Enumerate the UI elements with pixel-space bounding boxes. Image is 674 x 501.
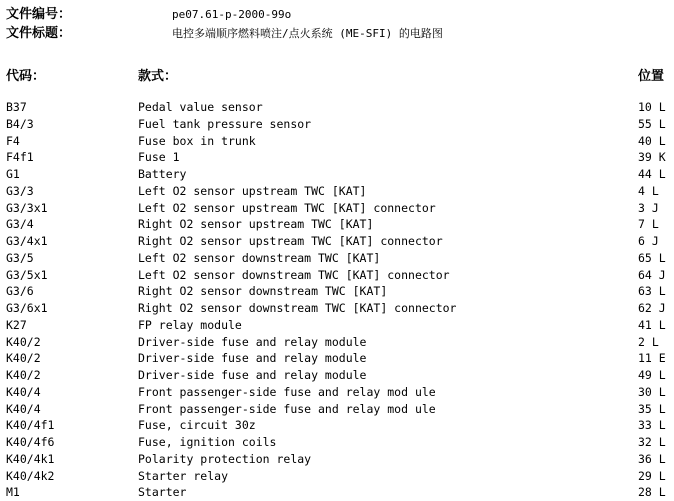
table-row [0, 233, 674, 250]
component-code: B37 [6, 100, 27, 114]
component-code: K40/4 [6, 384, 41, 399]
component-code: K40/2 [6, 351, 41, 366]
component-position: 4 L [638, 183, 659, 198]
component-position: 41 L [638, 317, 666, 332]
component-description: Fuse, ignition coils [138, 435, 277, 449]
table-row [0, 384, 674, 401]
table-row [0, 133, 674, 150]
component-position: 49 L [638, 368, 666, 382]
component-code: K40/2 [6, 368, 41, 382]
component-code: B4/3 [6, 116, 34, 131]
component-description: Pedal value sensor [138, 100, 263, 114]
component-description: Driver-side fuse and relay module [138, 351, 367, 366]
component-code: K40/4f6 [6, 435, 55, 449]
component-position: 65 L [638, 250, 666, 265]
component-position: 40 L [638, 133, 666, 148]
component-description: Right O2 sensor downstream TWC [KAT] [138, 284, 388, 299]
component-code: K40/4k1 [6, 451, 55, 466]
component-position: 64 J [638, 267, 666, 282]
component-position: 35 L [638, 401, 666, 416]
component-position: 30 L [638, 384, 666, 399]
component-position: 32 L [638, 435, 666, 449]
component-position: 2 L [638, 334, 659, 349]
table-row [0, 283, 674, 300]
component-code: G3/3x1 [6, 200, 48, 215]
component-description: Right O2 sensor upstream TWC [KAT] [138, 217, 374, 232]
component-description: Driver-side fuse and relay module [138, 368, 367, 382]
column-header-code: 代码： [6, 69, 46, 84]
component-code: G3/4x1 [6, 234, 48, 248]
component-code: F4 [6, 133, 20, 148]
component-code: G3/4 [6, 217, 34, 232]
component-code: M1 [6, 485, 20, 500]
doc-number-label: 文件编号： [6, 7, 72, 22]
component-code: K40/4f1 [6, 418, 55, 433]
table-row [0, 99, 674, 116]
table-row [0, 200, 674, 217]
component-code: K40/4 [6, 401, 41, 416]
component-code: G3/6 [6, 284, 34, 299]
component-description: Right O2 sensor upstream TWC [KAT] connector [138, 234, 443, 248]
component-description: Fuse box in trunk [138, 133, 256, 148]
component-position: 6 J [638, 234, 659, 248]
component-description: Polarity protection relay [138, 451, 312, 466]
table-row [0, 350, 674, 367]
component-position: 7 L [638, 217, 659, 232]
component-position: 39 K [638, 150, 666, 165]
component-description: Fuse, circuit 30z [138, 418, 256, 433]
component-code: K40/2 [6, 334, 41, 349]
component-description: Left O2 sensor downstream TWC [KAT] connector [138, 267, 450, 282]
table-row [0, 317, 674, 334]
component-code: K27 [6, 317, 27, 332]
table-row [0, 267, 674, 284]
component-description: Left O2 sensor downstream TWC [KAT] [138, 250, 381, 265]
table-row [0, 367, 674, 384]
component-code: G3/3 [6, 183, 34, 198]
component-description: Battery [138, 167, 187, 181]
component-code: K40/4k2 [6, 468, 55, 483]
column-header-position: 位置 [638, 69, 665, 84]
component-code: G3/6x1 [6, 301, 48, 315]
table-row [0, 468, 674, 485]
component-position: 36 L [638, 451, 666, 466]
component-position: 33 L [638, 418, 666, 433]
component-position: 63 L [638, 284, 666, 299]
component-description: Front passenger-side fuse and relay mod ule [138, 384, 436, 399]
component-position: 28 L [638, 485, 666, 500]
component-position: 3 J [638, 200, 659, 215]
table-row [0, 116, 674, 133]
component-position: 62 J [638, 301, 666, 315]
table-row [0, 300, 674, 317]
component-description: Left O2 sensor upstream TWC [KAT] [138, 183, 367, 198]
column-header-description: 款式： [138, 69, 178, 84]
component-code: G1 [6, 167, 20, 181]
table-row [0, 401, 674, 418]
component-description: Starter relay [138, 468, 229, 483]
component-position: 29 L [638, 468, 666, 483]
table-row [0, 183, 674, 200]
doc-title-value: 电控多端顺序燃料喷注/点火系统 (ME-SFI) 的电路图 [172, 27, 443, 40]
doc-title-label: 文件标题： [6, 26, 72, 41]
component-description: Right O2 sensor downstream TWC [KAT] connector [138, 301, 457, 315]
table-row [0, 216, 674, 233]
component-code: F4f1 [6, 150, 34, 165]
component-description: Driver-side fuse and relay module [138, 334, 367, 349]
table-row [0, 417, 674, 434]
component-description: Fuel tank pressure sensor [138, 116, 312, 131]
component-description: Left O2 sensor upstream TWC [KAT] connector [138, 200, 436, 215]
doc-number-value: pe07.61-p-2000-99o [172, 8, 292, 21]
component-description: FP relay module [138, 317, 242, 332]
table-row [0, 484, 674, 501]
component-code: G3/5 [6, 250, 34, 265]
table-row [0, 166, 674, 183]
table-row [0, 334, 674, 351]
component-description: Front passenger-side fuse and relay mod ule [138, 401, 436, 416]
component-position: 10 L [638, 100, 666, 114]
table-row [0, 451, 674, 468]
component-position: 44 L [638, 167, 666, 181]
component-description: Starter [138, 485, 187, 500]
component-list [0, 99, 674, 501]
component-code: G3/5x1 [6, 267, 48, 282]
component-position: 55 L [638, 116, 666, 131]
component-description: Fuse 1 [138, 150, 180, 165]
table-row [0, 149, 674, 166]
table-row [0, 250, 674, 267]
component-position: 11 E [638, 351, 666, 366]
table-row [0, 434, 674, 451]
